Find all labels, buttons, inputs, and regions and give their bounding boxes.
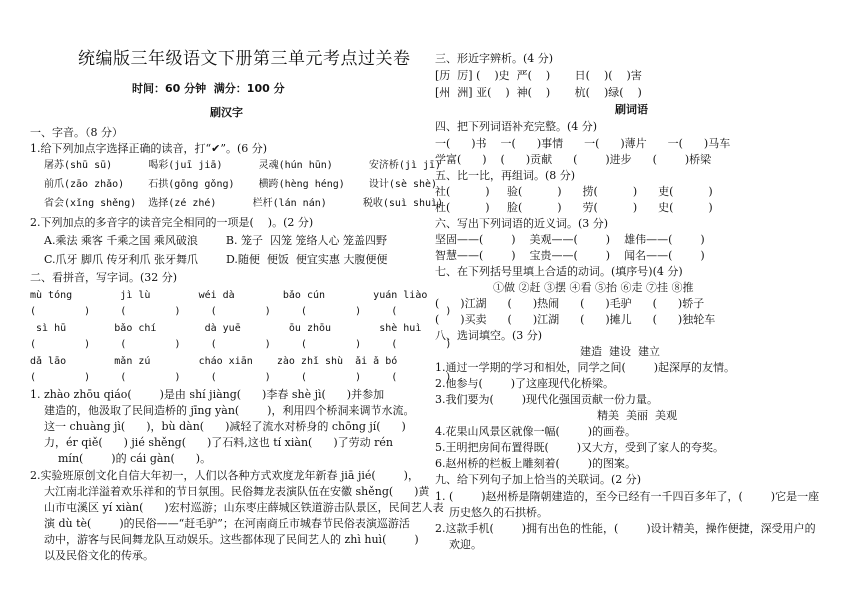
q8-sentence-6: 6.赵州桥的栏板上雕刻着( )的图案。 (435, 457, 637, 470)
q2-passage1-line5: mín( )的 cái gàn( )。 (58, 452, 212, 465)
q6-row-2: 智慧——( ) 宝贵——( ) 闻名——( ) (435, 249, 705, 262)
q1-pinyin-row-3: 省会(xǐng shěng) 选择(zé zhé) 栏杆(lán nán) 税收(suì shuì) (44, 198, 444, 209)
q7-row-1: ( )江湖 ( )热闹 ( )毛驴 ( )轿子 (435, 297, 705, 310)
q2-passage1-line4: 力，ér qiě( ) jié shěng( )了石料,这也 tí xiàn( )了劳动 rén (44, 436, 393, 449)
exam-title: 统编版三年级语文下册第三单元考点过关卷 (78, 49, 411, 69)
q2-passage2-line1: 2.实验班原创文化自信大年初一，人们以各种方式欢度龙年新春 jiā jié( )， (30, 469, 419, 482)
q2-heading: 二、看拼音，写字词。(32 分) (30, 271, 178, 284)
q5-heading: 五、比一比，再组词。(8 分) (435, 169, 576, 182)
q8-word-bank-2: 精美 美丽 美观 (597, 409, 677, 422)
q8-word-bank-1: 建造 建设 建立 (580, 345, 660, 358)
q5-row-1: 社( ) 验( ) 捞( ) 吏( ) (435, 185, 713, 198)
q8-sentence-2: 2.他参与( )了这座现代化桥梁。 (435, 377, 615, 390)
q2-passage2-line4: 演 dù tè( )的民俗——“赶毛驴”；在河南商丘市城春节民俗表演巡游活 (44, 517, 410, 530)
q9-sentence-2-line1: 2.这款手机( )拥有出色的性能，( )设计精美，操作便捷，深受用户的 (435, 522, 816, 535)
q2-passage1-line3: 这一 chuàng jì( )，bù dàn( )减轻了流水对桥身的 chōng jí( ) (44, 420, 406, 433)
q2-pinyin-row-1: mù tóng jì lù wéi dà bǎo cún yuán liào (30, 290, 428, 301)
q2-passage2-line6: 以及民俗文化的传承。 (44, 549, 154, 562)
q8-sentence-1: 1.通过一学期的学习和相处，同学之间( )起深厚的友情。 (435, 361, 736, 374)
q5-row-2: 杜( ) 脸( ) 劳( ) 史( ) (435, 201, 713, 214)
q2-pinyin-row-3: dǎ lāo mǎn zú cháo xiān zào zhǐ shù ǎi ǎ bó (30, 356, 398, 367)
q8-sentence-5: 5.王明把房间布置得既( )又大方，受到了家人的夸奖。 (435, 441, 725, 454)
q1-part1-instruction: 1.给下列加点字选择正确的读音，打“✔”。(6 分) (30, 142, 268, 155)
q1-pinyin-row-1: 屠苏(shū sū) 喝彩(juī jiā) 灵魂(hún hūn) 安济桥(jì jī) (44, 160, 442, 171)
q9-sentence-1-line2: 历史悠久的石拱桥。 (449, 506, 548, 519)
q7-verb-options: ①做 ②赶 ③摆 ④看 ⑤抬 ⑥走 ⑦挂 ⑧推 (493, 281, 694, 294)
q1-pinyin-row-2: 前爪(zāo zhǎo) 石拱(gōng gǒng) 横跨(hèng héng) 设计(sè shè) (44, 179, 438, 190)
q4-row-2: 学富( ) ( )贡献 ( )进步 ( )桥梁 (435, 153, 712, 166)
q2-passage1-line1: 1. zhào zhōu qiáo( )是由 shí jiàng( )李春 shè jì( )并参加 (30, 388, 385, 401)
section-heading-words: 刷词语 (615, 103, 648, 116)
q4-heading: 四、把下列词语补充完整。(4 分) (435, 120, 598, 133)
q3-row-1: [历 厉] ( )史 严( ) 日( )( )害 (435, 69, 642, 82)
q2-answer-boxes-2: ( ) ( ) ( ) ( ) ( ) (30, 339, 452, 350)
q1-options-cd: C.爪牙 脚爪 传牙利爪 张牙舞爪 D.随便 便饭 便宜实惠 大腹便便 (44, 253, 388, 266)
q2-passage2-line3: 山市屯溪区 yí xiàn( )宏村巡游；山东枣庄薛城区铁道游击队景区，民间艺人表 (44, 501, 444, 514)
q7-row-2: ( )买卖 ( )江湖 ( )摊儿 ( )独轮车 (435, 313, 716, 326)
q9-sentence-2-line2: 欢迎。 (449, 538, 482, 551)
q2-pinyin-row-2: sì hū bǎo chí dà yuē ōu zhōu shè huì (30, 323, 422, 334)
q1-options-ab: A.乘法 乘客 千乘之国 乘风破浪 B. 笼子 囚笼 笼络人心 笼盖四野 (44, 234, 387, 247)
section-heading-characters: 刷汉字 (210, 106, 243, 119)
q2-passage1-line2: 建造的，他汲取了民间造桥的 jīng yàn( )，利用四个桥洞来调节水流。 (44, 404, 415, 417)
q1-part2-instruction: 2.下列加点的多音字的读音完全相同的一项是( )。(2 分) (30, 216, 314, 229)
q8-sentence-4: 4.花果山风景区就像一幅( )的画卷。 (435, 425, 637, 438)
q3-heading: 三、形近字辨析。(4 分) (435, 52, 554, 65)
q2-passage2-line5: 动中，游客与民间舞龙队互动娱乐。这些都体现了民间艺人的 zhì huì( ) (44, 533, 419, 546)
q8-sentence-3: 3.我们要为( )现代化强国贡献一份力量。 (435, 393, 659, 406)
q9-heading: 九、给下列句子加上恰当的关联词。(2 分) (435, 473, 642, 486)
q9-sentence-1-line1: 1. ( )赵州桥是隋朝建造的，至今已经有一千四百多年了，( )它是一座 (435, 490, 820, 503)
q4-row-1: 一( )书 一( )事情 一( )薄片 一( )马车 (435, 137, 731, 150)
q2-answer-boxes-1: ( ) ( ) ( ) ( ) ( ) (30, 306, 452, 317)
q1-heading: 一、字音。（8 分） (30, 126, 123, 139)
exam-time-score: 时间：60 分钟 满分：100 分 (132, 82, 285, 95)
q2-answer-boxes-3: ( ) ( ) ( ) ( ) ( ) (30, 372, 452, 383)
q8-heading: 八、选词填空。(3 分) (435, 329, 543, 342)
q2-passage2-line2: 大江南北洋溢着欢乐祥和的节日氛围。民俗舞龙表演队伍在安徽 shěng( )黄 (44, 485, 430, 498)
q6-row-1: 坚固——( ) 美观——( ) 雄伟——( ) (435, 233, 705, 246)
q3-row-2: [州 洲] 亚( ) 神( ) 杭( )绿( ) (435, 86, 642, 99)
q6-heading: 六、写出下列词语的近义词。(3 分) (435, 217, 609, 230)
q7-heading: 七、在下列括号里填上合适的动词。(填序号)(4 分) (435, 265, 683, 278)
